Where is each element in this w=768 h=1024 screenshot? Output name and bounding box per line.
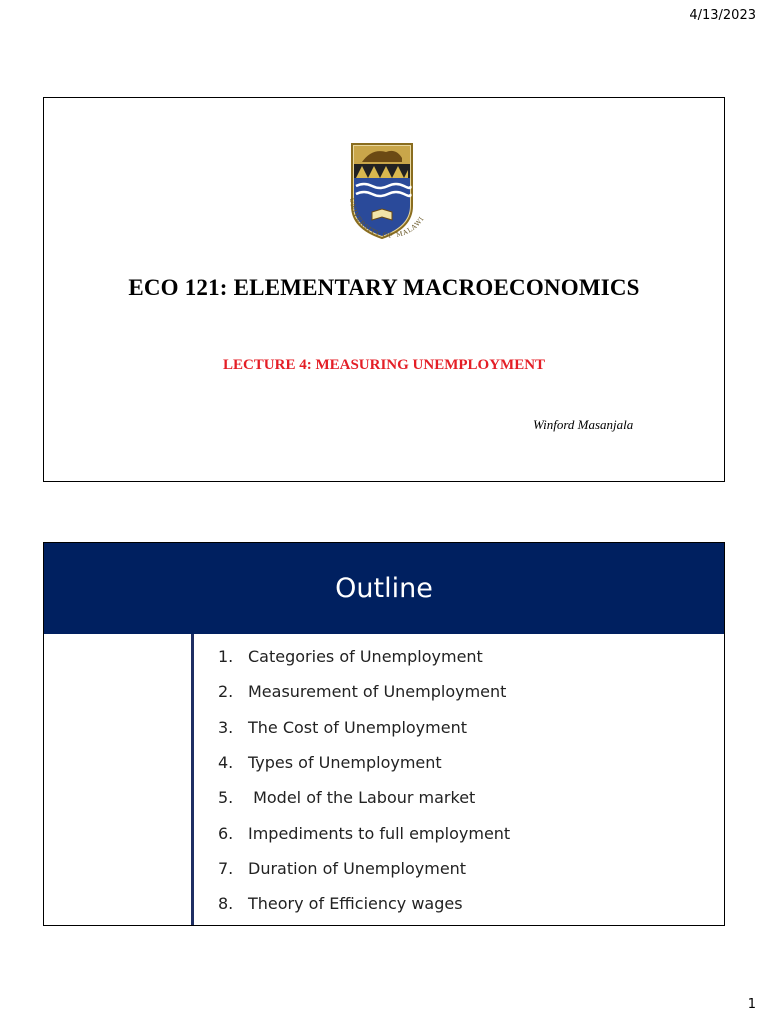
outline-item-number: 2. xyxy=(218,682,234,702)
outline-list xyxy=(218,639,510,921)
course-title: ECO 121: ELEMENTARY MACROECONOMICS xyxy=(128,275,640,300)
outline-item xyxy=(218,639,510,674)
outline-item xyxy=(218,710,510,745)
title-slide xyxy=(43,97,725,482)
page-date: 4/13/2023 xyxy=(689,8,756,23)
outline-item-number: 1. xyxy=(218,647,234,667)
outline-item-text: Model of the Labour market xyxy=(248,788,476,808)
outline-item xyxy=(218,815,510,850)
outline-item-number: 3. xyxy=(218,717,234,737)
lecture-title: LECTURE 4: MEASURING UNEMPLOYMENT xyxy=(222,357,546,373)
outline-item xyxy=(218,886,510,921)
outline-item-text: Types of Unemployment xyxy=(248,753,442,773)
outline-header xyxy=(44,543,724,634)
outline-title: Outline xyxy=(335,573,433,604)
page-number: 1 xyxy=(747,997,756,1012)
university-logo-crest xyxy=(342,136,432,246)
outline-item-text: The Cost of Unemployment xyxy=(248,717,467,737)
outline-item xyxy=(218,674,510,709)
outline-item xyxy=(218,780,510,815)
outline-item-text: Impediments to full employment xyxy=(248,823,511,843)
outline-item-number: 7. xyxy=(218,858,234,878)
outline-item-number: 8. xyxy=(218,894,234,914)
outline-item-text: Theory of Efficiency wages xyxy=(248,894,463,914)
outline-item xyxy=(218,851,510,886)
outline-item-text: Measurement of Unemployment xyxy=(248,682,507,702)
outline-item-number: 6. xyxy=(218,823,234,843)
outline-item-number: 5. xyxy=(218,788,234,808)
outline-item-number: 4. xyxy=(218,753,234,773)
outline-item xyxy=(218,745,510,780)
author-name: Winford Masanjala xyxy=(533,417,634,432)
vertical-divider xyxy=(191,634,194,926)
outline-slide xyxy=(43,542,725,926)
outline-item-text: Duration of Unemployment xyxy=(248,858,467,878)
logo-arc-text: UNIVERSITY OF MALAWI xyxy=(347,197,426,240)
outline-item-text: Categories of Unemployment xyxy=(248,647,483,667)
